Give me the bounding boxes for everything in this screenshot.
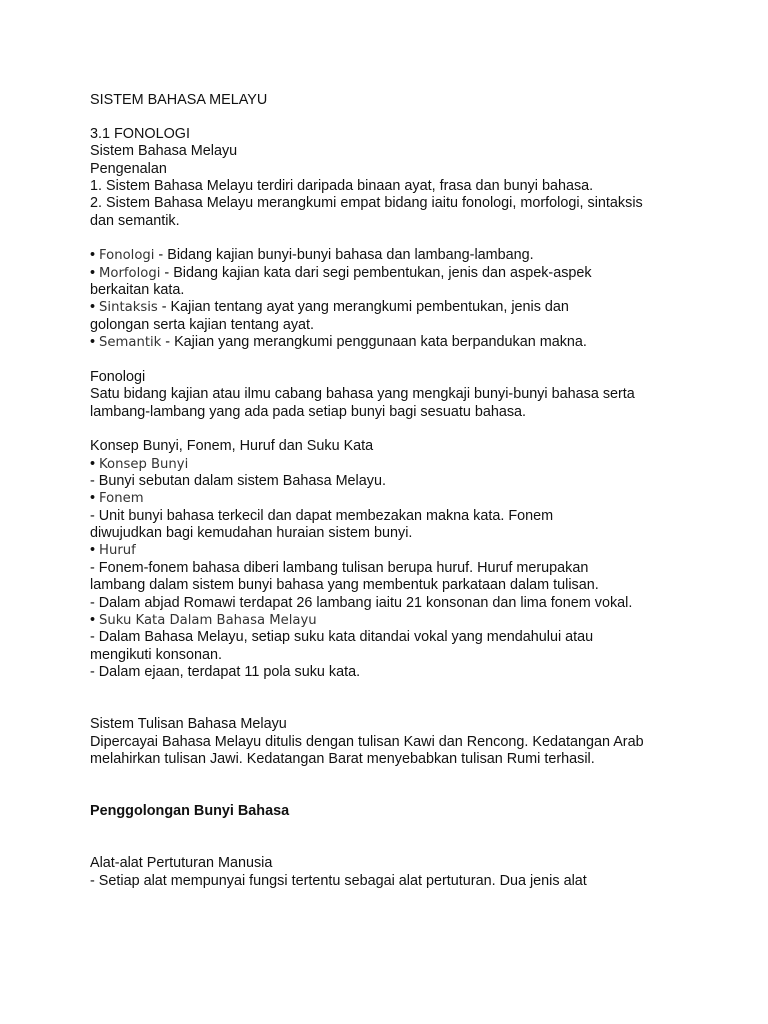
fonem-label: Fonem [99,491,144,506]
suku-kata-item [90,612,317,629]
fonem-desc-1: - Unit bunyi bahasa terkecil dan dapat membezakan makna kata. Fonem [90,508,554,524]
fonologi-text-2: lambang-lambang yang ada pada setiap bunyi bagi sesuatu bahasa. [90,404,527,420]
intro-label: Pengenalan [90,161,167,177]
intro-subtitle: Sistem Bahasa Melayu [90,143,238,159]
bidang-desc: - Bidang kajian kata dari segi pembentukan, jenis dan aspek-aspek [160,265,592,281]
bidang-item-semantik [90,334,587,351]
bidang-term: Semantik [99,335,162,350]
bullet: • [90,299,96,315]
bidang-desc: - Kajian yang merangkumi penggunaan kata berpandukan makna. [161,334,587,350]
alat-heading: Alat-alat Pertuturan Manusia [90,855,273,871]
fonem-desc-2: diwujudkan bagi kemudahan huraian sistem bunyi. [90,525,413,541]
suku-desc-1: - Dalam Bahasa Melayu, setiap suku kata ditandai vokal yang mendahului atau [90,629,594,645]
bullet: • [90,334,96,350]
fonem-item [90,490,144,507]
bullet: • [90,456,96,472]
huruf-desc-3: - Dalam abjad Romawi terdapat 26 lambang iaitu 21 konsonan dan lima fonem vokal. [90,595,633,611]
bidang-term: Sintaksis [99,300,158,315]
section-heading: 3.1 FONOLOGI [90,126,190,142]
bidang-item-morfologi [90,265,592,282]
suku-kata-label: Suku Kata Dalam Bahasa Melayu [99,613,317,628]
tulisan-text-2: melahirkan tulisan Jawi. Kedatangan Barat menyebabkan tulisan Rumi terhasil. [90,751,595,767]
suku-desc-3: - Dalam ejaan, terdapat 11 pola suku kata. [90,664,361,680]
bullet: • [90,612,96,628]
bullet: • [90,542,96,558]
tulisan-heading: Sistem Tulisan Bahasa Melayu [90,716,287,732]
bidang-item-fonologi [90,247,534,264]
huruf-desc-2: lambang dalam sistem bunyi bahasa yang membentuk parkataan dalam tulisan. [90,577,599,593]
bidang-term: Fonologi [99,248,155,263]
tulisan-text-1: Dipercayai Bahasa Melayu ditulis dengan tulisan Kawi dan Rencong. Kedatangan Arab [90,734,644,750]
bullet: • [90,490,96,506]
fonologi-heading: Fonologi [90,369,146,385]
konsep-bunyi-label: Konsep Bunyi [99,457,189,472]
huruf-label: Huruf [99,543,136,558]
konsep-bunyi-item [90,456,188,473]
bidang-item-sintaksis-cont: golongan serta kajian tentang ayat. [90,317,315,333]
intro-point-2: 2. Sistem Bahasa Melayu merangkumi empat bidang iaitu fonologi, morfologi, sintaksis [90,195,643,211]
intro-point-1: 1. Sistem Bahasa Melayu terdiri daripada binaan ayat, frasa dan bunyi bahasa. [90,178,594,194]
konsep-heading: Konsep Bunyi, Fonem, Huruf dan Suku Kata [90,438,374,454]
penggolongan-heading: Penggolongan Bunyi Bahasa [90,803,290,819]
huruf-item [90,542,136,559]
alat-text-1: - Setiap alat mempunyai fungsi tertentu sebagai alat pertuturan. Dua jenis alat [90,873,587,889]
document-title: SISTEM BAHASA MELAYU [90,92,268,108]
suku-desc-2: mengikuti konsonan. [90,647,222,663]
bidang-desc: - Kajian tentang ayat yang merangkumi pembentukan, jenis dan [157,299,569,315]
bullet: • [90,265,96,281]
bidang-term: Morfologi [99,266,161,281]
intro-point-2-cont: dan semantik. [90,213,180,229]
bidang-item-morfologi-cont: berkaitan kata. [90,282,185,298]
bullet: • [90,247,96,263]
bidang-desc: - Bidang kajian bunyi-bunyi bahasa dan lambang-lambang. [154,247,534,263]
fonologi-text-1: Satu bidang kajian atau ilmu cabang bahasa yang mengkaji bunyi-bunyi bahasa serta [90,386,635,402]
bidang-item-sintaksis [90,299,569,316]
konsep-bunyi-desc: - Bunyi sebutan dalam sistem Bahasa Melayu. [90,473,386,489]
huruf-desc-1: - Fonem-fonem bahasa diberi lambang tulisan berupa huruf. Huruf merupakan [90,560,589,576]
